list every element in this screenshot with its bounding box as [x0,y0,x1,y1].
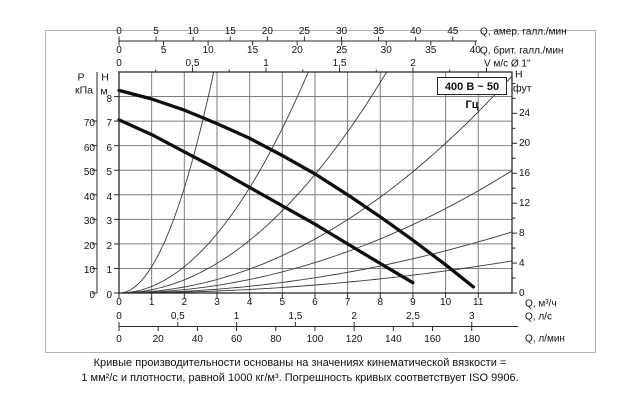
velocity-tick-label: 1,5 [332,57,347,69]
head-m-tick-label: 1 [106,265,112,277]
ls-tick-label: 0 [116,311,122,322]
head-m-tick-label: 4 [106,191,112,203]
imp-gpm-tick-label: 30 [380,45,392,56]
imp-gpm-tick-label: 5 [160,45,167,56]
us-gpm-tick-label: 25 [298,25,310,37]
m3h-tick-label: 10 [440,296,452,308]
axis-label-imp-gpm: Q, брит. галл./мин [480,45,564,57]
m3h-tick-label: 4 [246,296,253,308]
velocity-tick-label: 0,5 [185,57,200,69]
axis-label-m3h: Q, м³/ч [525,298,557,310]
kpa-tick-label: 60 [83,142,95,154]
us-gpm-tick-label: 15 [224,25,236,37]
pump-curve-lower [119,120,413,283]
lmin-tick-label: 120 [345,333,363,345]
head-ft-tick-label: 16 [519,168,531,180]
velocity-tick-label: 2 [410,57,416,69]
head-ft-tick-label: 0 [519,288,525,299]
head-m-tick-label: 5 [106,167,112,179]
lmin-tick-label: 140 [385,333,402,345]
m3h-tick-label: 11 [473,296,484,308]
head-ft-tick-label: 8 [519,228,525,240]
lmin-tick-label: 80 [270,333,282,345]
pressure-axis-title: P [77,71,85,84]
kpa-tick-label: 20 [83,240,95,252]
kpa-tick-label: 50 [83,167,95,179]
head-ft-tick-label: 4 [519,258,525,270]
system-curve [119,72,308,293]
ls-tick-label: 2,5 [405,311,420,322]
axis-label-lmin: Q, л/мин [525,333,565,345]
m3h-tick-label: 6 [312,296,318,308]
us-gpm-tick-label: 0 [116,25,122,37]
head-ft-tick-label: 12 [519,198,531,210]
us-gpm-tick-label: 45 [447,25,459,37]
imp-gpm-tick-label: 15 [247,45,259,56]
head-m-tick-label: 8 [106,93,112,105]
m3h-tick-label: 5 [279,296,286,308]
lmin-tick-label: 100 [306,333,324,345]
head-m-tick-label: 3 [106,216,112,228]
axis-label-velocity: V м/с Ø 1" [484,58,531,69]
imp-gpm-tick-label: 40 [469,45,481,56]
us-gpm-tick-label: 40 [410,25,422,37]
ls-tick-label: 0,5 [170,311,185,322]
head-ft-tick-label: 24 [519,108,531,120]
lmin-tick-label: 40 [191,333,203,345]
head-m-tick-label: 6 [106,142,112,154]
pressure-axis-unit: кПа [75,84,93,96]
us-gpm-tick-label: 10 [187,25,199,37]
caption-line-1: Кривые производительности основаны на значениях кинематической вязкости = [93,357,507,369]
m3h-tick-label: 2 [181,296,188,308]
imp-gpm-tick-label: 35 [425,45,437,56]
ls-tick-label: 2 [351,311,357,322]
head-axis-unit-left: м [100,85,108,98]
m3h-tick-label: 0 [116,296,122,308]
us-gpm-tick-label: 35 [373,25,385,37]
axis-label-ls: Q, л/с [525,311,552,323]
lmin-tick-label: 160 [424,333,441,345]
lmin-tick-label: 60 [231,333,243,345]
lmin-tick-label: 0 [116,333,122,345]
ls-tick-label: 3 [468,311,475,322]
imp-gpm-tick-label: 25 [336,45,348,56]
us-gpm-tick-label: 30 [335,25,348,37]
head-ft-tick-label: 20 [519,138,531,150]
ls-tick-label: 1 [233,311,240,322]
chart-caption [0,356,600,385]
us-gpm-tick-label: 5 [153,25,159,37]
velocity-tick-label: 1 [263,57,269,69]
head-m-tick-label: 0 [106,290,112,301]
imp-gpm-tick-label: 0 [116,45,122,56]
voltage-frequency-badge: 400 В ~ 50 Гц [437,77,507,95]
ls-tick-label: 1,5 [288,311,303,322]
head-m-tick-label: 7 [106,118,112,130]
m3h-tick-label: 7 [344,296,351,308]
imp-gpm-tick-label: 20 [291,45,303,56]
kpa-tick-label: 40 [83,191,95,203]
us-gpm-tick-label: 20 [261,25,273,37]
kpa-tick-label: 70 [83,118,95,130]
kpa-tick-label: 0 [89,290,95,301]
lmin-tick-label: 180 [463,333,481,345]
kpa-tick-label: 30 [83,216,95,228]
plot-border [119,72,512,293]
head-axis-title-right: Н [515,68,523,81]
head-axis-unit-right: фут [513,82,532,95]
head-m-tick-label: 2 [106,240,112,252]
lmin-tick-label: 20 [152,333,164,345]
m3h-tick-label: 9 [410,296,416,308]
imp-gpm-tick-label: 10 [202,45,214,56]
m3h-tick-label: 1 [148,296,155,308]
m3h-tick-label: 8 [377,296,384,308]
m3h-tick-label: 3 [214,296,220,308]
axis-label-us-gpm: Q, амер. галл./мин [480,26,567,38]
kpa-tick-label: 10 [83,265,95,277]
caption-line-2: 1 мм²/с и плотности, равной 1000 кг/м³. Погрешность кривых соответствует ISO 9906. [81,371,519,384]
velocity-tick-label: 0 [116,57,122,69]
head-axis-title-left: Н [101,71,109,84]
